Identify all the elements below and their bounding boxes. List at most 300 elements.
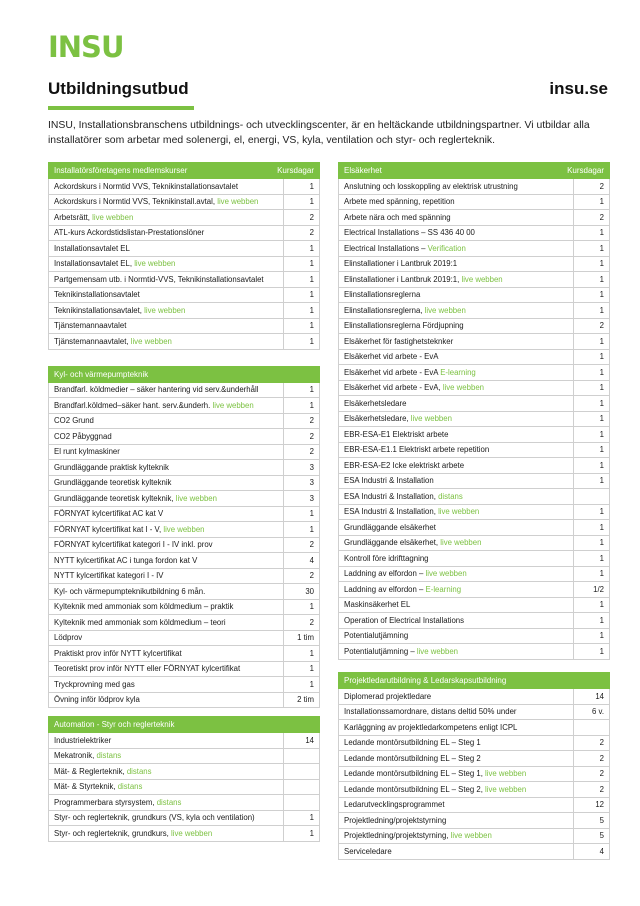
course-name xyxy=(339,445,573,454)
course-name xyxy=(49,385,283,394)
intro-text: INSU, Installationsbranschens utbildnings- och utvecklingscenter, är en heltäckande utbildningspartner. Vi utbildar alla installatörer som arbetar med solenergi, el, energi, VS, kyla, ventilation och styr- och reglerteknik. xyxy=(48,120,590,146)
course-title: Operation of Electrical Installations xyxy=(344,615,465,625)
course-days: 1 xyxy=(283,195,319,210)
course-row[interactable] xyxy=(48,334,320,350)
course-name xyxy=(49,540,283,549)
course-row[interactable] xyxy=(48,615,320,631)
course-row[interactable] xyxy=(48,257,320,273)
course-row[interactable] xyxy=(48,319,320,335)
course-title: Potentialutjämning – xyxy=(344,646,415,656)
course-days: 6 v. xyxy=(573,705,609,720)
course-row[interactable] xyxy=(338,644,610,660)
course-name xyxy=(339,647,573,656)
course-name xyxy=(49,228,283,237)
course-row[interactable] xyxy=(48,226,320,242)
course-name xyxy=(339,399,573,408)
course-format-tag: live webben xyxy=(440,538,482,548)
course-row[interactable] xyxy=(338,303,610,319)
course-row[interactable] xyxy=(338,551,610,567)
section-gap xyxy=(48,350,320,366)
course-title: Laddning av elfordon – xyxy=(344,569,424,579)
course-row[interactable] xyxy=(338,782,610,798)
course-days: 1 xyxy=(283,334,319,349)
course-format-tag: E-learning xyxy=(425,584,462,594)
course-row[interactable] xyxy=(48,288,320,304)
course-format-tag: live webben xyxy=(163,524,205,534)
course-title: Lödprov xyxy=(54,633,83,643)
course-row[interactable] xyxy=(338,319,610,335)
course-title: Grundläggande teoretisk kylteknik, xyxy=(54,493,174,503)
course-title: Kylteknik med ammoniak som köldmedium – teori xyxy=(54,617,226,627)
course-row[interactable] xyxy=(338,505,610,521)
course-row[interactable] xyxy=(338,567,610,583)
course-row[interactable] xyxy=(338,241,610,257)
course-title: CO2 Grund xyxy=(54,416,94,426)
course-row[interactable] xyxy=(48,429,320,445)
course-row[interactable] xyxy=(338,210,610,226)
course-format-tag: live webben xyxy=(134,259,176,269)
section-header xyxy=(338,162,610,179)
course-title: Ledande montörsutbildning EL – Steg 1 xyxy=(344,738,481,748)
course-title: Praktiskt prov inför NYTT kylcertifikat xyxy=(54,648,182,658)
course-row[interactable] xyxy=(338,829,610,845)
course-days xyxy=(283,780,319,795)
course-title: FÖRNYAT kylcertifikat AC kat V xyxy=(54,509,164,519)
course-days: 1 xyxy=(573,396,609,411)
course-name xyxy=(49,767,283,776)
course-row[interactable] xyxy=(48,677,320,693)
course-title: Mät- & Styrteknik, xyxy=(54,782,116,792)
course-days xyxy=(573,489,609,504)
course-title: ESA Industri & Installation, xyxy=(344,491,436,501)
course-row[interactable] xyxy=(338,489,610,505)
course-section xyxy=(48,366,320,709)
course-name xyxy=(339,368,573,377)
course-days: 14 xyxy=(573,689,609,704)
course-format-tag: live webben xyxy=(130,336,172,346)
course-title: Projektledning/projektstyrning, xyxy=(344,831,449,841)
course-format-tag: distans xyxy=(438,491,463,501)
course-format-tag: live webben xyxy=(461,274,503,284)
course-days: 1 xyxy=(283,179,319,194)
course-row[interactable] xyxy=(48,538,320,554)
course-name xyxy=(339,847,573,856)
course-days xyxy=(283,795,319,810)
course-row[interactable] xyxy=(338,798,610,814)
course-row[interactable] xyxy=(48,553,320,569)
course-days: 5 xyxy=(573,813,609,828)
course-row[interactable] xyxy=(338,334,610,350)
course-title: Installationssamordnare, distans deltid 50% under xyxy=(344,707,517,717)
course-name xyxy=(339,754,573,763)
course-days: 2 xyxy=(573,319,609,334)
course-row[interactable] xyxy=(48,569,320,585)
course-days xyxy=(573,720,609,735)
course-title: Projektledning/projektstyrning xyxy=(344,815,447,825)
course-row[interactable] xyxy=(338,582,610,598)
course-row[interactable] xyxy=(338,520,610,536)
course-name xyxy=(49,416,283,425)
section-days-label: Kursdagar xyxy=(567,166,604,175)
course-days: 3 xyxy=(283,476,319,491)
course-days: 4 xyxy=(573,844,609,859)
course-row[interactable] xyxy=(338,767,610,783)
course-format-tag: live webben xyxy=(171,828,213,838)
course-name xyxy=(339,554,573,563)
course-days: 2 xyxy=(283,226,319,241)
course-row[interactable] xyxy=(48,445,320,461)
course-name xyxy=(49,213,283,222)
course-title: Teknikinstallationsavtalet, xyxy=(54,305,142,315)
course-days: 1 xyxy=(283,319,319,334)
course-name xyxy=(49,736,283,745)
course-days: 1 xyxy=(573,613,609,628)
course-name xyxy=(339,352,573,361)
course-name xyxy=(339,290,573,299)
course-days: 14 xyxy=(283,733,319,748)
section-title: Kyl- och värmepumpteknik xyxy=(54,369,149,379)
course-title: Ledarutvecklingsprogrammet xyxy=(344,800,445,810)
course-days: 1 xyxy=(573,427,609,442)
course-row[interactable] xyxy=(48,811,320,827)
course-format-tag: live webben xyxy=(144,305,186,315)
course-format-tag: live webben xyxy=(416,646,459,656)
course-name xyxy=(49,463,283,472)
course-name xyxy=(49,244,283,253)
course-row[interactable] xyxy=(48,507,320,523)
course-title: Electrical Installations – xyxy=(344,243,426,253)
course-title: Elinstallationsreglerna xyxy=(344,290,421,300)
course-days: 1 xyxy=(573,381,609,396)
course-name xyxy=(49,813,283,822)
course-row[interactable] xyxy=(338,288,610,304)
course-days: 1 xyxy=(573,567,609,582)
course-row[interactable] xyxy=(338,226,610,242)
course-name xyxy=(49,337,283,346)
course-title: Kyl- och värmepumpteknikutbildning 6 mån. xyxy=(54,586,206,596)
course-days: 1 xyxy=(283,303,319,318)
course-format-tag: distans xyxy=(117,782,143,792)
insu-logo: INSU xyxy=(48,30,124,64)
course-title: Ackordskurs i Normtid VVS, Teknikinstallationsavtalet xyxy=(54,181,239,191)
course-title: El runt kylmaskiner xyxy=(54,447,120,457)
course-title: Elsäkerhet för fastighetsteknker xyxy=(344,336,454,346)
right-column-bottom xyxy=(338,672,610,860)
course-name xyxy=(49,509,283,518)
course-title: Potentialutjämning xyxy=(344,631,409,641)
course-days: 1 xyxy=(283,241,319,256)
course-title: Grundläggande praktisk kylteknik xyxy=(54,462,169,472)
course-name xyxy=(49,829,283,838)
course-row[interactable] xyxy=(48,584,320,600)
course-name xyxy=(49,478,283,487)
course-section xyxy=(338,162,610,660)
course-row[interactable] xyxy=(338,365,610,381)
course-title: Övning inför lödprov kyla xyxy=(54,695,140,705)
course-row[interactable] xyxy=(48,646,320,662)
course-row[interactable] xyxy=(48,303,320,319)
course-days: 1 xyxy=(573,350,609,365)
course-row[interactable] xyxy=(48,826,320,842)
course-days: 12 xyxy=(573,798,609,813)
course-title: Installationsavtalet EL xyxy=(54,243,130,253)
course-days: 2 xyxy=(573,736,609,751)
course-name xyxy=(339,259,573,268)
course-row[interactable] xyxy=(338,720,610,736)
course-name xyxy=(49,633,283,642)
course-name xyxy=(49,649,283,658)
course-name xyxy=(49,432,283,441)
course-title: Anslutning och losskoppling av elektrisk utrustning xyxy=(344,181,518,191)
course-row[interactable] xyxy=(48,693,320,709)
course-format-tag: live webben xyxy=(450,831,492,841)
course-row[interactable] xyxy=(338,751,610,767)
course-title: Grundläggande elsäkerhet xyxy=(344,522,436,532)
course-format-tag: E-learning xyxy=(440,367,476,377)
course-name xyxy=(49,525,283,534)
course-row[interactable] xyxy=(48,476,320,492)
course-days: 2 xyxy=(573,751,609,766)
section-title: Projektledarutbildning & Ledarskapsutbildning xyxy=(344,676,507,685)
course-row[interactable] xyxy=(338,412,610,428)
course-name xyxy=(49,571,283,580)
course-row[interactable] xyxy=(338,179,610,195)
course-name xyxy=(339,213,573,222)
course-days: 1 xyxy=(573,629,609,644)
course-days: 1 xyxy=(573,257,609,272)
course-name xyxy=(339,430,573,439)
course-title: Elsäkerhet vid arbete - EvA xyxy=(344,367,439,377)
course-title: ESA Industri & Installation, xyxy=(344,507,436,517)
course-days: 1 xyxy=(283,398,319,413)
course-days: 2 xyxy=(283,538,319,553)
course-title: EBR-ESA-E1.1 Elektriskt arbete repetition xyxy=(344,445,490,455)
course-row[interactable] xyxy=(338,736,610,752)
course-days: 1 xyxy=(283,272,319,287)
course-days xyxy=(283,749,319,764)
course-days: 1 xyxy=(283,646,319,661)
course-row[interactable] xyxy=(48,414,320,430)
course-days: 2 xyxy=(573,767,609,782)
course-title: Kylteknik med ammoniak som köldmedium – praktik xyxy=(54,602,234,612)
course-title: Partgemensam utb. i Normtid-VVS, Teknikinstallationsavtalet xyxy=(54,274,264,284)
course-days: 1 xyxy=(573,365,609,380)
course-name xyxy=(339,228,573,237)
course-format-tag: live webben xyxy=(442,383,484,393)
course-name xyxy=(339,275,573,284)
course-title: FÖRNYAT kylcertifikat kategori I - IV inkl. prov xyxy=(54,540,213,550)
course-name xyxy=(339,337,573,346)
title-underline xyxy=(48,106,194,110)
course-name xyxy=(339,383,573,392)
course-name xyxy=(49,182,283,191)
course-row[interactable] xyxy=(338,536,610,552)
section-title: Automation - Styr och reglerteknik xyxy=(54,720,175,729)
course-section xyxy=(338,672,610,860)
course-title: EBR-ESA-E1 Elektriskt arbete xyxy=(344,429,449,439)
course-title: CO2 Påbyggnad xyxy=(54,431,112,441)
course-format-tag: live webben xyxy=(212,400,254,410)
course-format-tag: live webben xyxy=(485,769,527,779)
course-days: 2 xyxy=(283,445,319,460)
course-row[interactable] xyxy=(48,662,320,678)
course-days: 1 xyxy=(573,458,609,473)
course-row[interactable] xyxy=(338,350,610,366)
course-row[interactable] xyxy=(338,195,610,211)
course-title: Serviceledare xyxy=(344,846,392,856)
course-row[interactable] xyxy=(48,733,320,749)
course-name xyxy=(339,507,573,516)
course-format-tag: live webben xyxy=(425,569,467,579)
course-name xyxy=(339,321,573,330)
course-name xyxy=(49,321,283,330)
course-days: 1 xyxy=(283,811,319,826)
course-days: 2 xyxy=(573,782,609,797)
course-row[interactable] xyxy=(338,613,610,629)
course-row[interactable] xyxy=(48,600,320,616)
course-row[interactable] xyxy=(48,195,320,211)
course-title: Grundläggande teoretisk kylteknik xyxy=(54,478,172,488)
course-format-tag: live webben xyxy=(424,305,466,315)
course-name xyxy=(339,816,573,825)
course-name xyxy=(339,492,573,501)
course-days: 2 xyxy=(573,179,609,194)
course-name xyxy=(49,197,283,206)
course-name xyxy=(49,556,283,565)
course-title: Maskinsäkerhet EL xyxy=(344,600,411,610)
course-days: 1 xyxy=(283,288,319,303)
course-format-tag: live webben xyxy=(175,493,217,503)
course-title: Styr- och reglerteknik, grundkurs, xyxy=(54,828,169,838)
course-row[interactable] xyxy=(338,813,610,829)
course-title: Karläggning av projektledarkompetens enligt ICPL xyxy=(344,722,518,732)
course-name xyxy=(49,447,283,456)
course-row[interactable] xyxy=(338,474,610,490)
course-row[interactable] xyxy=(338,381,610,397)
course-row[interactable] xyxy=(48,383,320,399)
course-name xyxy=(339,738,573,747)
course-title: Ledande montörsutbildning EL – Steg 2 xyxy=(344,753,481,763)
course-format-tag: live webben xyxy=(92,212,134,222)
course-row[interactable] xyxy=(338,705,610,721)
course-title: Elsäkerhetsledare xyxy=(344,398,407,408)
course-name xyxy=(49,306,283,315)
course-row[interactable] xyxy=(338,844,610,860)
page-title: Utbildningsutbud xyxy=(48,79,189,98)
course-name xyxy=(49,602,283,611)
course-days: 1 xyxy=(573,334,609,349)
course-name xyxy=(339,800,573,809)
course-row[interactable] xyxy=(48,522,320,538)
course-row[interactable] xyxy=(48,241,320,257)
course-row[interactable] xyxy=(48,795,320,811)
course-format-tag: distans xyxy=(126,766,152,776)
course-title: Mät- & Reglerteknik, xyxy=(54,766,125,776)
course-row[interactable] xyxy=(338,257,610,273)
course-name xyxy=(339,538,573,547)
right-column xyxy=(338,162,610,660)
course-row[interactable] xyxy=(48,179,320,195)
course-name xyxy=(339,831,573,840)
course-row[interactable] xyxy=(48,210,320,226)
course-row[interactable] xyxy=(48,272,320,288)
course-title: Brandfarl. köldmedier – säker hantering vid serv.&underhåll xyxy=(54,385,259,395)
course-row[interactable] xyxy=(48,780,320,796)
course-days: 1 xyxy=(573,598,609,613)
course-name xyxy=(339,182,573,191)
course-title: NYTT kylcertifikat AC i tunga fordon kat V xyxy=(54,555,198,565)
course-name xyxy=(49,290,283,299)
course-days: 2 tim xyxy=(283,693,319,708)
course-title: Arbete med spänning, repetition xyxy=(344,197,455,207)
course-row[interactable] xyxy=(48,764,320,780)
course-title: Arbetsrätt, xyxy=(54,212,90,222)
course-row[interactable] xyxy=(48,398,320,414)
course-title: Ackordskurs i Normtid VVS, Teknikinstall.avtal, xyxy=(54,197,216,207)
course-title: Laddning av elfordon – xyxy=(344,584,424,594)
course-days: 1 xyxy=(283,257,319,272)
course-section xyxy=(48,716,320,842)
course-days: 3 xyxy=(283,460,319,475)
course-name xyxy=(339,585,573,594)
course-row[interactable] xyxy=(338,443,610,459)
course-days: 30 xyxy=(283,584,319,599)
course-days: 1 tim xyxy=(283,631,319,646)
course-name xyxy=(339,306,573,315)
course-row[interactable] xyxy=(338,272,610,288)
course-title: Arbete nära och med spänning xyxy=(344,212,451,222)
section-header xyxy=(338,672,610,689)
course-row[interactable] xyxy=(338,458,610,474)
section-title: Elsäkerhet xyxy=(344,166,382,175)
course-row[interactable] xyxy=(338,689,610,705)
course-days: 2 xyxy=(283,414,319,429)
course-row[interactable] xyxy=(48,749,320,765)
course-name xyxy=(339,476,573,485)
course-name xyxy=(339,600,573,609)
course-days: 1 xyxy=(573,505,609,520)
course-title: NYTT kylcertifikat kategori I - IV xyxy=(54,571,164,581)
course-title: ESA Industri & Installation xyxy=(344,476,434,486)
course-days: 1 xyxy=(573,536,609,551)
course-row[interactable] xyxy=(338,629,610,645)
course-title: Tryckprovning med gas xyxy=(54,679,135,689)
course-days: 1 xyxy=(573,644,609,659)
course-format-tag: live webben xyxy=(217,197,259,207)
course-days: 2 xyxy=(283,210,319,225)
course-title: Brandfarl.köldmed–säker hant. serv.&underh. xyxy=(54,400,211,410)
course-title: Diplomerad projektledare xyxy=(344,691,432,701)
course-days: 2 xyxy=(573,210,609,225)
course-row[interactable] xyxy=(338,598,610,614)
course-name xyxy=(339,723,573,732)
section-title: Installatörsföretagens medlemskurser xyxy=(54,166,188,175)
site-link[interactable]: insu.se xyxy=(549,79,608,98)
course-section xyxy=(48,162,320,350)
course-name xyxy=(339,569,573,578)
course-name xyxy=(49,494,283,503)
course-row[interactable] xyxy=(48,460,320,476)
course-name xyxy=(49,401,283,410)
course-days: 1 xyxy=(573,226,609,241)
course-title: Styr- och reglerteknik, grundkurs (VS, kyla och ventilation) xyxy=(54,813,255,823)
course-days: 4 xyxy=(283,553,319,568)
course-row[interactable] xyxy=(338,427,610,443)
course-row[interactable] xyxy=(48,491,320,507)
course-row[interactable] xyxy=(48,631,320,647)
course-row[interactable] xyxy=(338,396,610,412)
course-days: 1 xyxy=(573,303,609,318)
